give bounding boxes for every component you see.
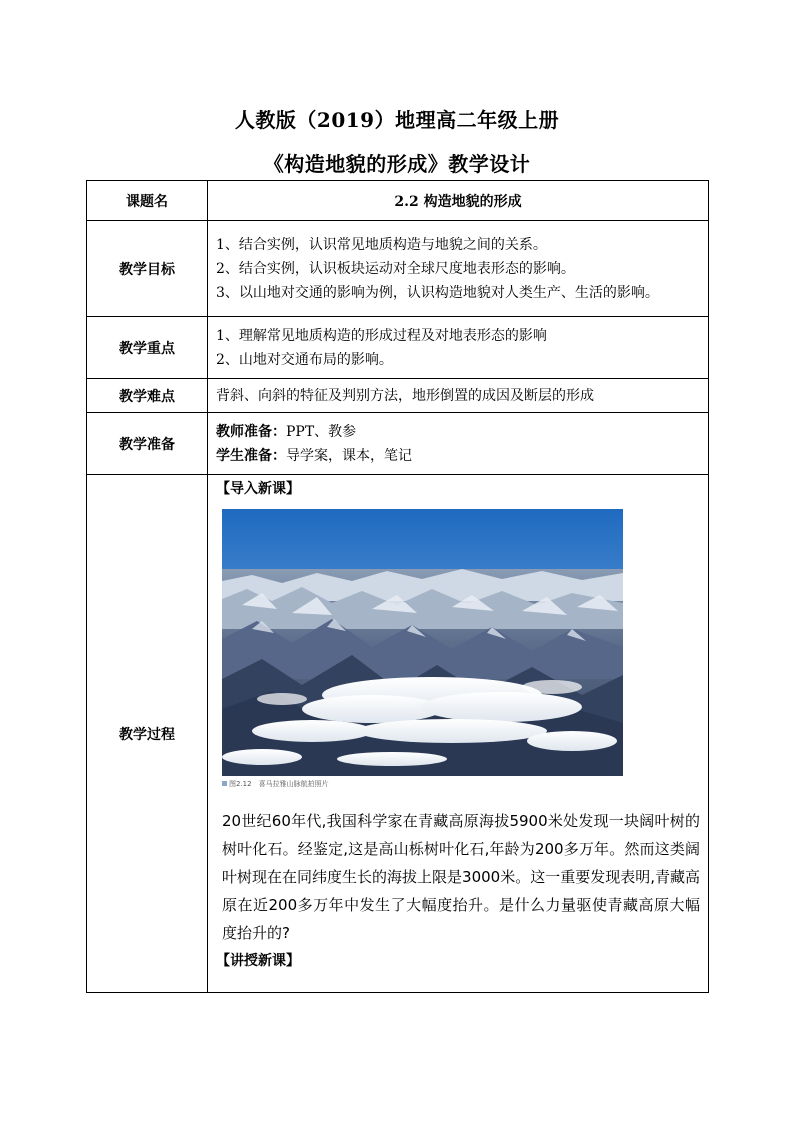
difficult-content — [208, 379, 709, 413]
topic-label: 课题名 — [87, 181, 208, 221]
process-content — [208, 475, 709, 993]
prep-student-label: 学生准备： — [216, 447, 286, 464]
goal-item: 3、以山地对交通的影响为例，认识构造地貌对人类生产、生活的影响。 — [216, 284, 659, 301]
prep-teacher-label: 教师准备： — [216, 423, 286, 440]
row-goals — [87, 221, 709, 317]
document-title: 人教版（2019）地理高二年级上册 — [234, 108, 560, 132]
photo-caption — [222, 779, 708, 789]
goal-item: 2、结合实例，认识板块运动对全球尺度地表形态的影响。 — [216, 260, 575, 277]
prep-teacher — [216, 420, 708, 444]
prep-content — [208, 413, 709, 475]
himalaya-aerial-photo — [222, 509, 623, 776]
goals-label: 教学目标 — [87, 221, 208, 317]
intro-paragraph: 20世纪60年代,我国科学家在青藏高原海拔5900米处发现一块阔叶树的树叶化石。经鉴定,这是高山栎树叶化石,年龄为200多万年。然而这类阔叶树现在在同纬度生长的海拔上限是3000米。这一重要发现表明,青藏高原在近200多万年中发生了大幅度抬升。是什么力量驱使青藏高原大幅度抬升的? — [222, 812, 700, 942]
row-topic — [87, 181, 709, 221]
goals-content — [208, 221, 709, 317]
document-subtitle: 《构造地貌的形成》教学设计 — [263, 152, 531, 176]
topic-value: 2.2 构造地貌的形成 — [208, 181, 709, 221]
goal-item: 1、结合实例，认识常见地质构造与地貌之间的关系。 — [216, 236, 547, 253]
key-label: 教学重点 — [87, 317, 208, 379]
prep-student — [216, 444, 708, 468]
prep-label: 教学准备 — [87, 413, 208, 475]
key-point-item: 2、山地对交通布局的影响。 — [216, 351, 393, 368]
intro-heading: 【导入新课】 — [216, 481, 300, 497]
lecture-heading: 【讲授新课】 — [216, 953, 300, 969]
process-label: 教学过程 — [87, 475, 208, 993]
lesson-plan-table — [86, 180, 709, 993]
key-content — [208, 317, 709, 379]
photo-caption-text: 图2.12 喜马拉雅山脉航拍照片 — [229, 780, 329, 788]
row-preparation — [87, 413, 709, 475]
difficult-text: 背斜、向斜的特征及判别方法，地形倒置的成因及断层的形成 — [216, 387, 594, 404]
row-key-points — [87, 317, 709, 379]
key-point-item: 1、理解常见地质构造的形成过程及对地表形态的影响 — [216, 327, 547, 344]
mountain-photo-image — [222, 509, 623, 776]
row-process — [87, 475, 709, 993]
prep-teacher-text: PPT、教参 — [286, 423, 357, 440]
prep-student-text: 导学案，课本，笔记 — [286, 447, 412, 464]
caption-marker-icon — [222, 781, 227, 786]
row-difficult — [87, 379, 709, 413]
difficult-label: 教学难点 — [87, 379, 208, 413]
